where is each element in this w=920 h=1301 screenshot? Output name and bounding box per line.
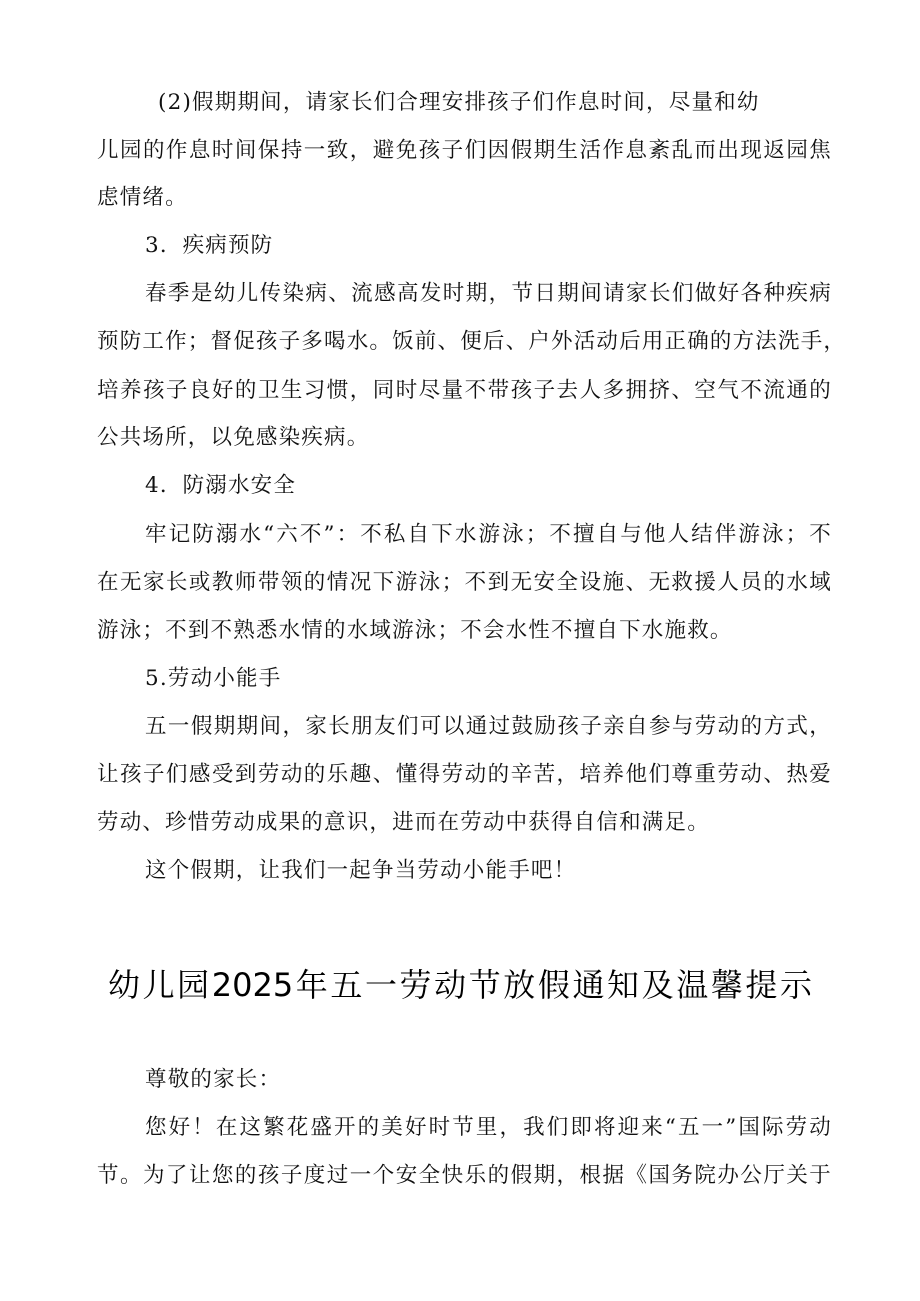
- paragraph-line: 游泳；不到不熟悉水情的水域游泳；不会水性不擅自下水施救。: [97, 618, 733, 643]
- paragraph-line: 您好！在这繁花盛开的美好时节里，我们即将迎来“五一”国际劳动: [145, 1115, 832, 1140]
- paragraph-line: 让孩子们感受到劳动的乐趣、懂得劳动的辛苦，培养他们尊重劳动、热爱: [97, 762, 832, 787]
- paragraph-line: 春季是幼儿传染病、流感高发时期，节日期间请家长们做好各种疾病: [145, 281, 832, 306]
- paragraph-line: 预防工作；督促孩子多喝水。饭前、便后、户外活动后用正确的方法洗手，: [97, 329, 847, 354]
- paragraph-line: 虑情绪。: [97, 185, 188, 210]
- section-heading-drowning-prevention: 4．防溺水安全: [145, 473, 297, 498]
- paragraph-line: 在无家长或教师带领的情况下游泳；不到无安全设施、无救援人员的水域: [97, 570, 832, 595]
- paragraph-line: 劳动、珍惜劳动成果的意识，进而在劳动中获得自信和满足。: [97, 810, 710, 835]
- paragraph-line: 五一假期期间，家长朋友们可以通过鼓励孩子亲自参与劳动的方式，: [145, 714, 832, 739]
- paragraph-line: (2)假期期间，请家长们合理安排孩子们作息时间，尽量和幼: [158, 90, 760, 115]
- paragraph-line: 儿园的作息时间保持一致，避免孩子们因假期生活作息紊乱而出现返园焦: [97, 138, 832, 163]
- section-heading-disease-prevention: 3．疾病预防: [145, 233, 274, 258]
- document-title: 幼儿园2025年五一劳动节放假通知及温馨提示: [108, 966, 812, 1004]
- paragraph-line: 培养孩子良好的卫生习惯，同时尽量不带孩子去人多拥挤、空气不流通的: [97, 378, 832, 403]
- salutation: 尊敬的家长：: [145, 1067, 282, 1092]
- paragraph-line: 节。为了让您的孩子度过一个安全快乐的假期，根据《国务院办公厅关于: [97, 1163, 832, 1188]
- section-heading-labor: 5.劳动小能手: [145, 666, 282, 691]
- paragraph-line: 公共场所，以免感染疾病。: [97, 425, 370, 450]
- paragraph-line: 这个假期，让我们一起争当劳动小能手吧！: [145, 858, 577, 883]
- paragraph-line: 牢记防溺水“六不”：不私自下水游泳；不擅自与他人结伴游泳；不: [145, 522, 832, 547]
